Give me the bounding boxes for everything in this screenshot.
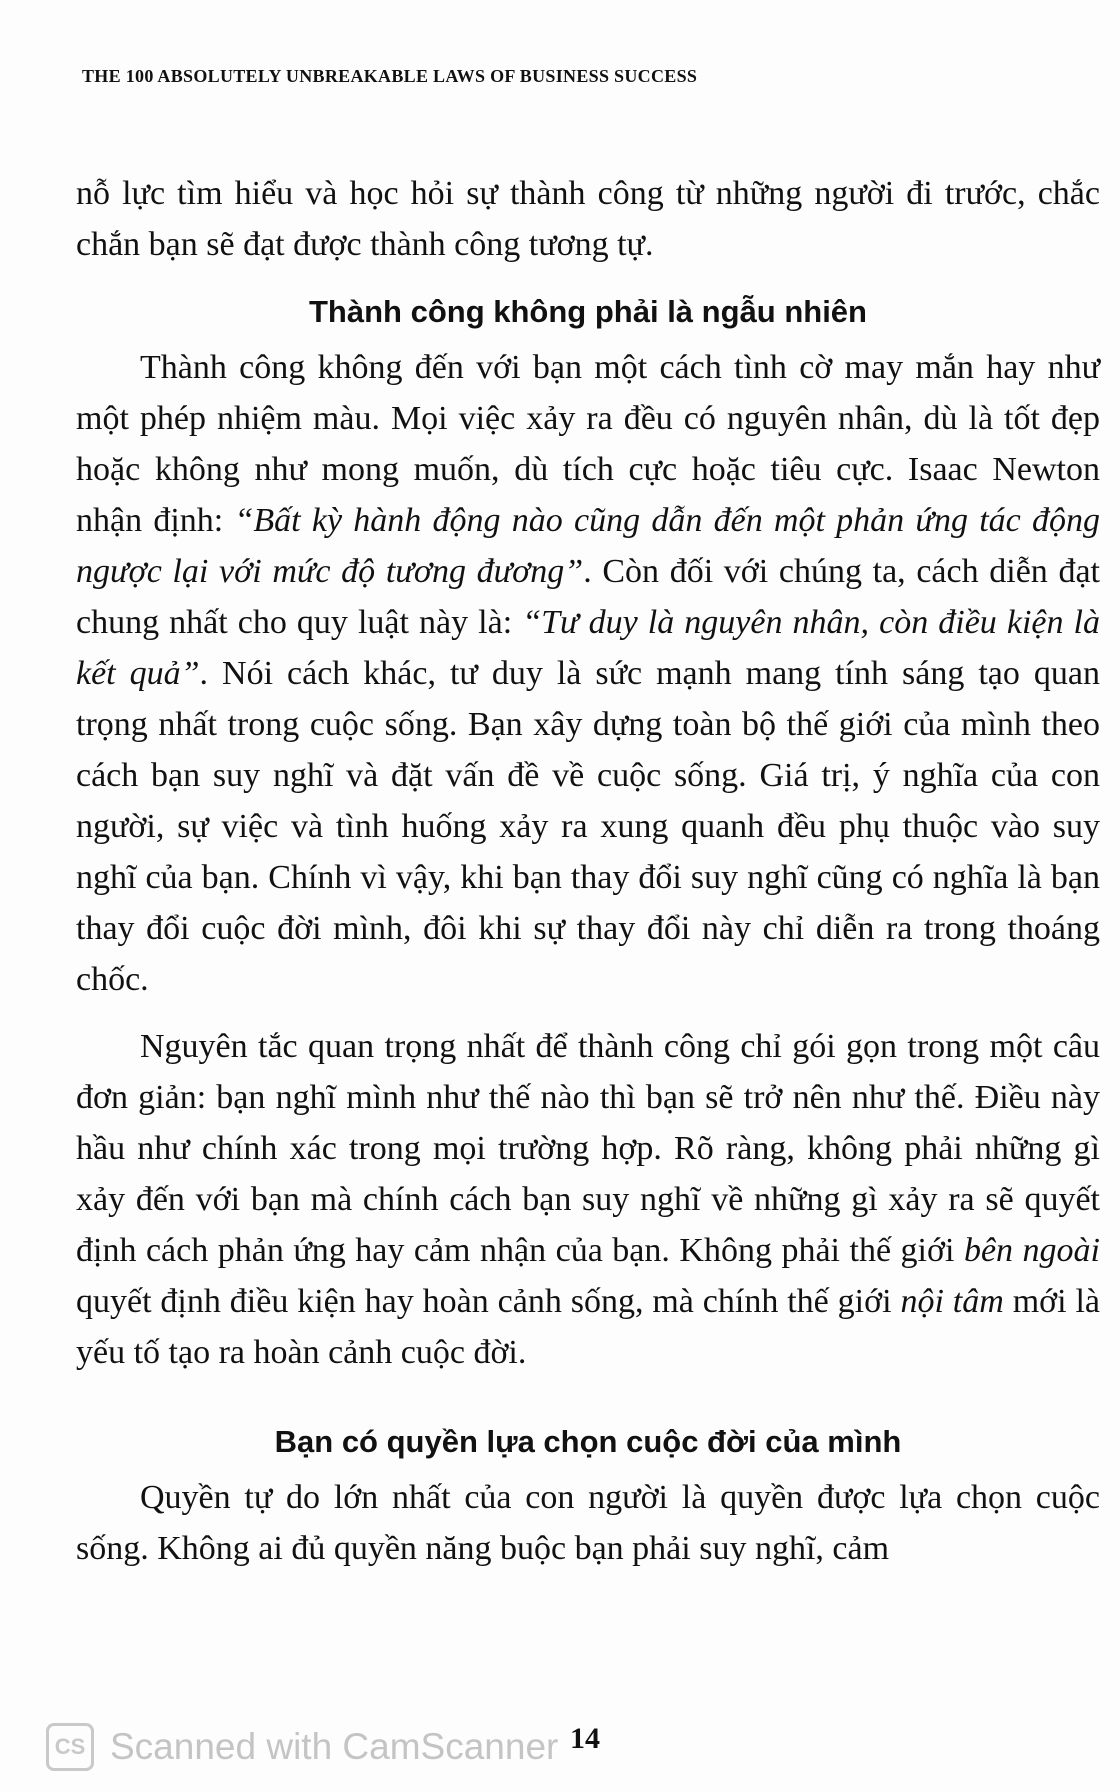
camscanner-watermark — [46, 1718, 558, 1776]
paragraph-freedom-of-choice: Quyền tự do lớn nhất của con người là quyền được lựa chọn cuộc sống. Không ai đủ quyền năng buộc bạn phải suy nghĩ, cảm — [76, 1479, 1100, 1567]
camscanner-logo-icon: CS — [46, 1723, 94, 1771]
paragraph-text: quyết định điều kiện hay hoàn cảnh sống, mà chính thế giới — [76, 1283, 901, 1320]
paragraph-text: mới là yếu tố tạo ra hoàn cảnh cuộc đời. — [76, 1283, 1101, 1371]
paragraph-core-principle — [76, 1021, 1100, 1378]
section-heading-choose-your-life: Bạn có quyền lựa chọn cuộc đời của mình — [274, 1424, 902, 1459]
paragraph-text: Nguyên tắc quan trọng nhất để thành công chỉ gói gọn trong một câu đơn giản: bạn nghĩ mình như thế nào thì bạn sẽ trở nên như thế. Điều này hầu như chính xác trong mọi trường hợp. Rõ ràng, không phải những gì xảy đến với bạn mà chính cách bạn suy nghĩ về những gì xảy ra sẽ quyết định cách phản ứng hay cảm nhận của bạn. Không phải thế giới — [76, 1028, 1100, 1269]
thinking-quote: “Tư duy là nguyên nhân, còn điều kiện là kết quả” — [76, 604, 1100, 692]
paragraph-success-cause — [76, 342, 1100, 1005]
section-heading-success-not-random: Thành công không phải là ngẫu nhiên — [309, 294, 867, 329]
newton-quote: “Bất kỳ hành động nào cũng dẫn đến một phản ứng tác động ngược lại với mức độ tương đương” — [76, 502, 1100, 590]
page-number: 14 — [570, 1722, 600, 1755]
paragraph-text: Thành công không đến với bạn một cách tình cờ may mắn hay như một phép nhiệm màu. Mọi việc xảy ra đều có nguyên nhân, dù là tốt đẹp hoặc không như mong muốn, dù tích cực hoặc tiêu cực. Isaac Newton nhận định: — [76, 349, 1100, 539]
paragraph-text: . Nói cách khác, tư duy là sức mạnh mang tính sáng tạo quan trọng nhất trong cuộc sống. Bạn xây dựng toàn bộ thế giới của mình theo cách bạn suy nghĩ và đặt vấn đề về cuộc sống. Giá trị, ý nghĩa của con người, sự việc và tình huống xảy ra xung quanh đều phụ thuộc vào suy nghĩ của bạn. Chính vì vậy, khi bạn thay đổi suy nghĩ cũng có nghĩa là bạn thay đổi cuộc đời mình, đôi khi sự thay đổi này chỉ diễn ra trong thoáng chốc. — [76, 655, 1100, 998]
emphasis-outer-world: bên ngoài — [963, 1232, 1100, 1269]
paragraph-continuation: nỗ lực tìm hiểu và học hỏi sự thành công từ những người đi trước, chắc chắn bạn sẽ đạt được thành công tương tự. — [76, 175, 1100, 263]
page-content — [76, 168, 1100, 1574]
paragraph-text: . Còn đối với chúng ta, cách diễn đạt chung nhất cho quy luật này là: — [76, 553, 1100, 641]
running-header: THE 100 ABSOLUTELY UNBREAKABLE LAWS OF BUSINESS SUCCESS — [82, 66, 698, 86]
emphasis-inner-world: nội tâm — [900, 1283, 1004, 1320]
watermark-text: Scanned with CamScanner — [110, 1726, 559, 1767]
